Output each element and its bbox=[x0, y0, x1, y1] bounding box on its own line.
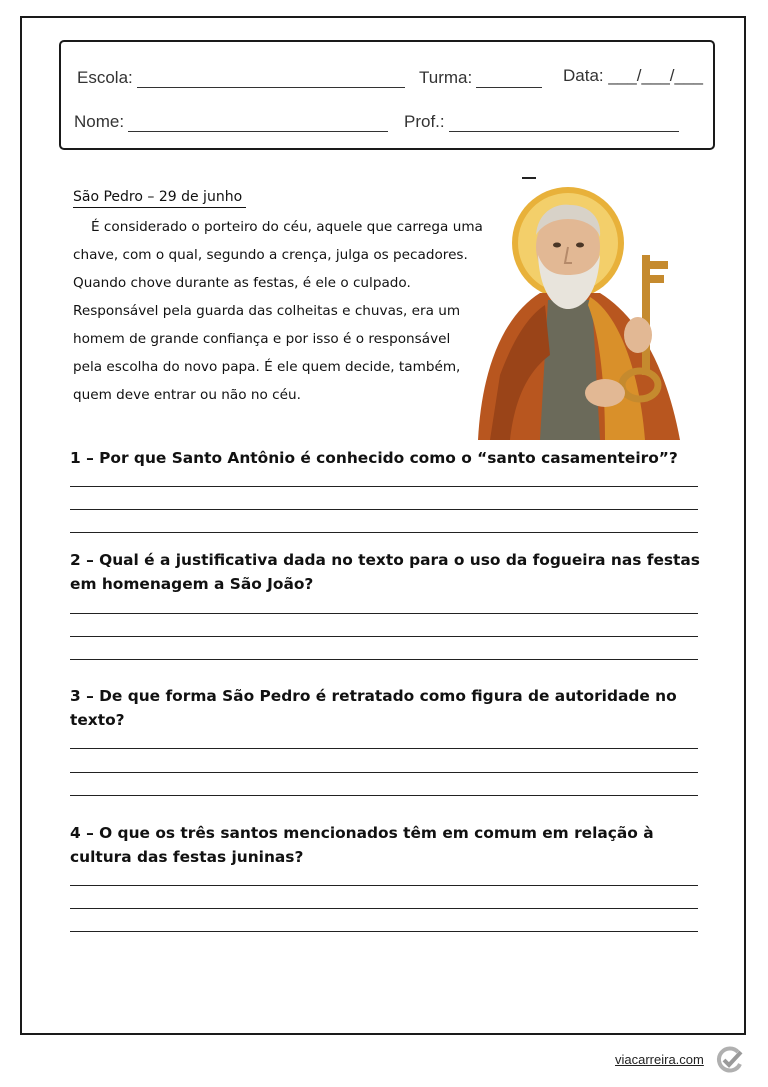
left-hand bbox=[585, 379, 625, 407]
left-eye bbox=[553, 243, 561, 248]
question-4: 4 – O que os três santos mencionados têm em comum em relação à cultura das festas juninas? bbox=[70, 824, 654, 866]
story-title: São Pedro – 29 de junho bbox=[73, 188, 246, 208]
question-3: 3 – De que forma São Pedro é retratado como figura de autoridade no texto? bbox=[70, 687, 677, 729]
answer-line[interactable] bbox=[70, 795, 698, 796]
answer-line[interactable] bbox=[70, 772, 698, 773]
right-hand bbox=[624, 317, 652, 353]
name-label: Nome: bbox=[74, 112, 125, 131]
answer-line[interactable] bbox=[70, 636, 698, 637]
answer-line[interactable] bbox=[70, 532, 698, 533]
answer-line[interactable] bbox=[70, 486, 698, 487]
name-line[interactable] bbox=[128, 115, 388, 132]
answer-line[interactable] bbox=[70, 509, 698, 510]
teacher-field[interactable] bbox=[404, 112, 679, 132]
school-label: Escola: bbox=[77, 68, 133, 87]
story-text: É considerado o porteiro do céu, aquele que carrega uma chave, com o qual, segundo a crença, julga os pecadores. Quando chove durante as festas, é ele o culpado. Responsável pela guarda das colheitas e chuvas, era um homem de grande confiança e por isso é o responsável pela escolha do novo papa. É ele quem decide, também, quem deve entrar ou não no céu. bbox=[73, 219, 483, 403]
school-line[interactable] bbox=[137, 71, 405, 88]
question-2: 2 – Qual é a justificativa dada no texto para o uso da fogueira nas festas em homenagem a São João? bbox=[70, 551, 700, 593]
answer-line[interactable] bbox=[70, 931, 698, 932]
class-field[interactable] bbox=[419, 68, 542, 88]
page-border bbox=[20, 16, 746, 1035]
date-field[interactable] bbox=[563, 66, 703, 86]
teacher-line[interactable] bbox=[449, 115, 679, 132]
name-field[interactable] bbox=[74, 112, 388, 132]
site-link[interactable]: viacarreira.com bbox=[615, 1052, 704, 1067]
question-1: 1 – Por que Santo Antônio é conhecido como o “santo casamenteiro”? bbox=[70, 449, 678, 467]
tunic bbox=[540, 300, 600, 440]
answer-line[interactable] bbox=[70, 908, 698, 909]
class-label: Turma: bbox=[419, 68, 473, 87]
answer-line[interactable] bbox=[70, 748, 698, 749]
teacher-label: Prof.: bbox=[404, 112, 445, 131]
school-field[interactable] bbox=[77, 68, 405, 88]
date-label: Data: ___/___/___ bbox=[563, 66, 703, 85]
answer-line[interactable] bbox=[70, 885, 698, 886]
student-info-header bbox=[59, 40, 715, 150]
checkmark-logo-icon bbox=[716, 1046, 744, 1074]
class-line[interactable] bbox=[476, 71, 542, 88]
dash-mark bbox=[522, 177, 536, 179]
right-eye bbox=[576, 243, 584, 248]
answer-line[interactable] bbox=[70, 659, 698, 660]
answer-line[interactable] bbox=[70, 613, 698, 614]
saint-peter-illustration bbox=[470, 175, 685, 440]
